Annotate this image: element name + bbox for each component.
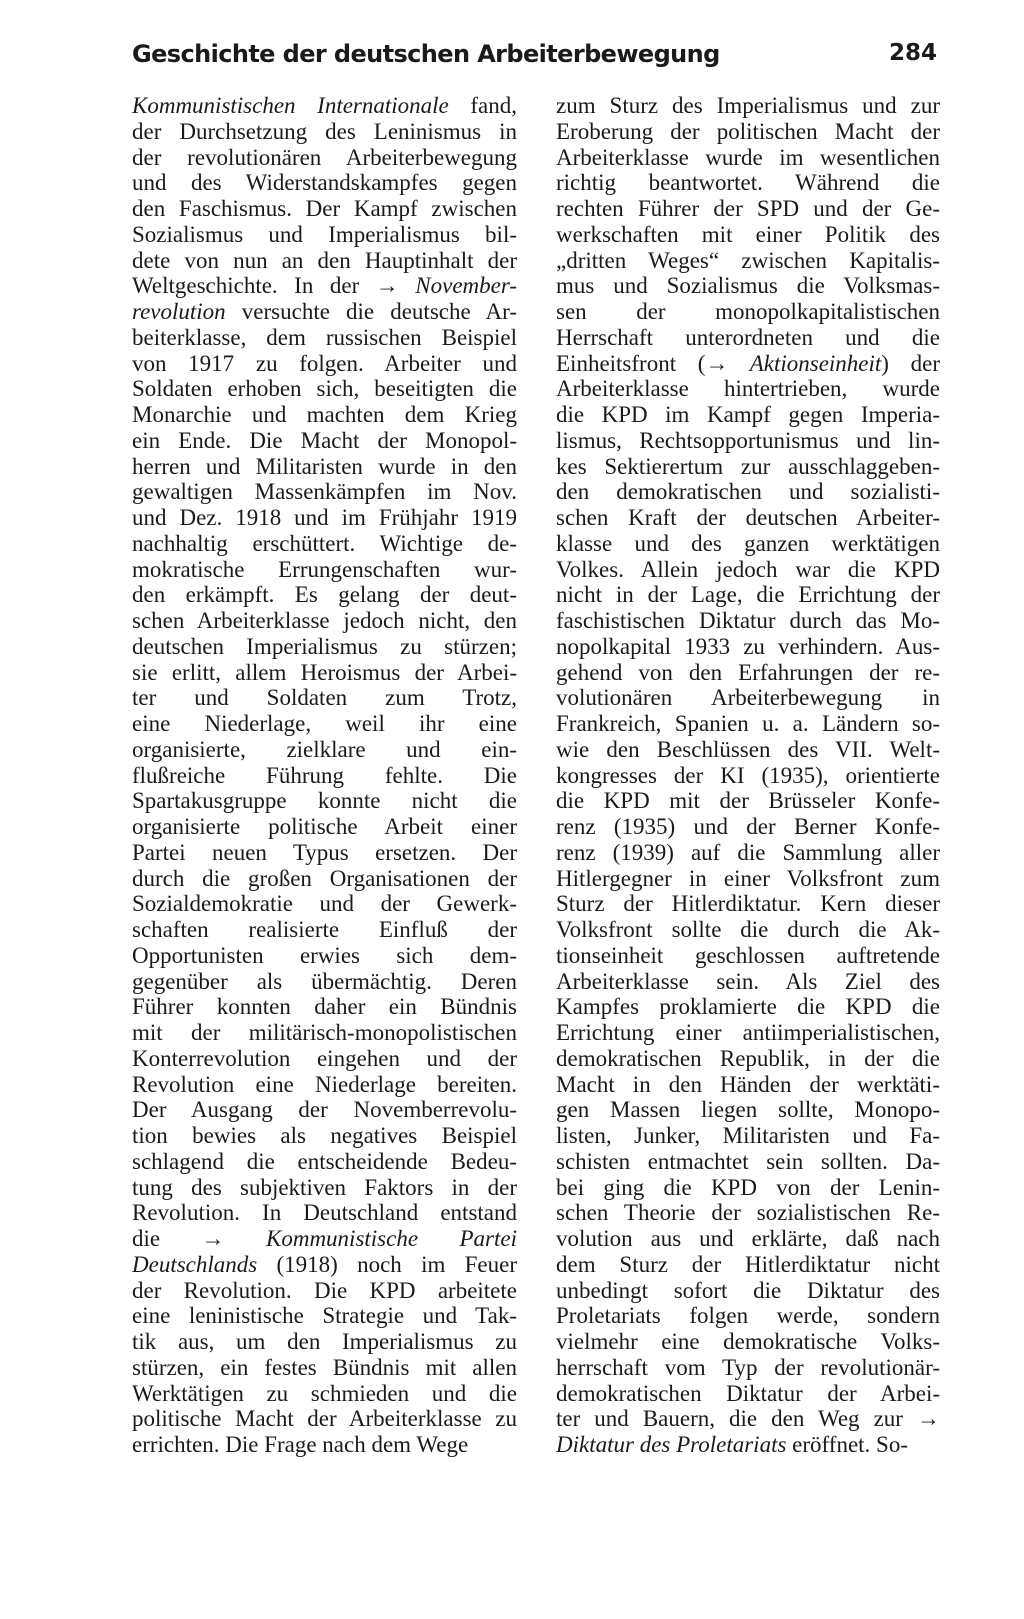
text-line — [556, 454, 940, 480]
text-line — [556, 273, 940, 299]
text-line — [132, 582, 517, 608]
text-run: kongresses der KI (1935), orientierte — [556, 762, 940, 788]
text-line — [556, 660, 940, 686]
text-run: den demokratischen und sozialisti- — [556, 479, 940, 505]
text-line — [132, 196, 517, 222]
text-line — [132, 248, 517, 274]
text-run: Opportunisten erwies sich dem- — [132, 942, 517, 968]
italic-text: revolution — [132, 299, 226, 324]
text-run: mokratische Errungenschaften wur- — [132, 556, 517, 582]
text-line — [132, 428, 517, 454]
text-run: Errichtung einer antiimperialistischen, — [556, 1020, 940, 1045]
italic-text: → — [917, 1406, 940, 1432]
text-line — [556, 299, 940, 325]
text-line — [132, 917, 517, 943]
text-run: zum Sturz des Imperialismus und zur — [556, 93, 940, 118]
text-line — [132, 788, 517, 814]
text-line — [132, 1406, 517, 1432]
text-line — [132, 376, 517, 402]
text-line — [556, 222, 940, 248]
text-run: gen Massen liegen sollte, Monopo- — [556, 1097, 940, 1123]
italic-text: Deutschlands — [132, 1251, 258, 1277]
text-line — [556, 531, 940, 557]
text-line — [556, 376, 940, 402]
text-run: Kampfes proklamierte die KPD die — [556, 994, 940, 1020]
running-title: Geschichte der deutschen Arbeiterbewegung — [132, 40, 720, 68]
text-run: dem Sturz der Hitlerdiktatur nicht — [556, 1251, 940, 1277]
text-line — [132, 454, 517, 480]
text-run: schen Kraft der deutschen Arbeiter- — [556, 505, 940, 530]
text-line — [132, 1226, 517, 1252]
text-line — [556, 325, 940, 351]
text-line — [556, 788, 940, 814]
text-line — [556, 866, 940, 892]
text-line — [132, 1149, 517, 1175]
text-run: Konterrevolution eingehen und der — [132, 1045, 517, 1071]
text-line — [556, 505, 940, 531]
italic-text: Diktatur des Proletariats — [556, 1432, 787, 1457]
text-run: schlagend die entscheidende Bedeu- — [132, 1148, 517, 1174]
text-line — [556, 145, 940, 171]
text-line — [556, 969, 940, 995]
text-run: von 1917 zu folgen. Arbeiter und — [132, 350, 517, 376]
text-run: herrschaft vom Typ der revolutionär- — [556, 1354, 940, 1380]
text-line — [132, 1278, 517, 1304]
text-line — [132, 1020, 517, 1046]
text-line — [132, 1381, 517, 1407]
text-run: Volksfront sollte die durch die Ak- — [556, 917, 940, 942]
text-line — [556, 943, 940, 969]
text-line — [132, 866, 517, 892]
text-run: durch die großen Organisationen der — [132, 865, 517, 891]
text-line — [132, 531, 517, 557]
text-run: schaften realisierte Einfluß der — [132, 917, 517, 942]
text-line — [556, 608, 940, 634]
text-run: schen Arbeiterklasse jedoch nicht, den — [132, 608, 517, 633]
text-line — [556, 685, 940, 711]
text-run: Sturz der Hitlerdiktatur. Kern dieser — [556, 891, 940, 917]
text-line — [556, 814, 940, 840]
text-run: faschistischen Diktatur durch das Mo- — [556, 608, 940, 633]
text-line — [556, 479, 940, 505]
text-line — [556, 917, 940, 943]
text-line — [132, 222, 517, 248]
text-run: nachhaltig erschüttert. Wichtige de- — [132, 530, 517, 556]
text-run: Einheitsfront ( — [556, 350, 706, 376]
italic-text: → November- — [375, 273, 517, 299]
text-line — [556, 196, 940, 222]
text-line — [132, 1303, 517, 1329]
text-line — [132, 891, 517, 917]
text-line — [556, 1278, 940, 1304]
text-run: wie den Beschlüssen des VII. Welt- — [556, 736, 940, 762]
text-line — [132, 711, 517, 737]
text-run: demokratischen Republik, in der die — [556, 1045, 940, 1071]
text-run: volution aus und erklärte, daß nach — [556, 1226, 940, 1251]
text-run: Proletariats folgen werde, sondern — [556, 1303, 940, 1329]
text-line — [132, 634, 517, 660]
text-run: flußreiche Führung fehlte. Die — [132, 762, 517, 788]
text-line — [556, 119, 940, 145]
right-text-column — [556, 93, 940, 1458]
text-run: listen, Junker, Militaristen und Fa- — [556, 1123, 940, 1148]
text-line — [556, 1432, 940, 1458]
text-line — [132, 145, 517, 171]
text-run: tik aus, um den Imperialismus zu — [132, 1329, 517, 1354]
text-line — [132, 1097, 517, 1123]
text-line — [132, 119, 517, 145]
text-run: nicht in der Lage, die Errichtung der — [556, 582, 940, 608]
text-run: die — [132, 1226, 202, 1251]
text-run: den Faschismus. Der Kampf zwischen — [132, 196, 517, 221]
text-line — [132, 1200, 517, 1226]
text-line — [132, 737, 517, 763]
text-line — [132, 685, 517, 711]
text-line — [132, 1329, 517, 1355]
text-line — [556, 582, 940, 608]
text-run: werkschaften mit einer Politik des — [556, 221, 940, 247]
text-line — [556, 1252, 940, 1278]
text-line — [556, 93, 940, 119]
text-run: schen Theorie der sozialistischen Re- — [556, 1200, 940, 1226]
text-run: Sozialdemokratie und der Gewerk- — [132, 891, 517, 917]
text-run: der revolutionären Arbeiterbewegung — [132, 144, 517, 170]
text-line — [132, 763, 517, 789]
text-line — [556, 1123, 940, 1149]
text-line — [132, 325, 517, 351]
text-run: der Durchsetzung des Leninismus in — [132, 118, 517, 144]
text-line — [556, 1046, 940, 1072]
text-run: kes Sektierertum zur ausschlaggeben- — [556, 453, 940, 479]
text-run: Spartakusgruppe konnte nicht die — [132, 788, 517, 814]
text-run: organisierte, zielklare und ein- — [132, 736, 517, 762]
text-run: Herrschaft unterordneten und die — [556, 324, 940, 350]
italic-text: → Kommunistische Partei — [201, 1226, 517, 1251]
text-run: Weltgeschichte. In der — [132, 273, 376, 299]
text-line — [556, 634, 940, 660]
text-run: Macht in den Händen der werktäti- — [556, 1071, 940, 1097]
left-text-column — [132, 93, 517, 1458]
text-run: bei ging die KPD von der Lenin- — [556, 1174, 940, 1200]
text-run: errichten. Die Frage nach dem Wege — [132, 1432, 469, 1457]
text-run: richtig beantwortet. Während die — [556, 170, 940, 196]
text-line — [556, 402, 940, 428]
text-run: Partei neuen Typus ersetzen. Der — [132, 839, 517, 865]
page-number: 284 — [888, 40, 937, 66]
text-run: lismus, Rechtsopportunismus und lin- — [556, 427, 940, 453]
text-line — [556, 1175, 940, 1201]
text-line — [132, 1252, 517, 1278]
text-run: Revolution. In Deutschland entstand — [132, 1200, 517, 1226]
text-run: eröffnet. So- — [786, 1432, 908, 1457]
text-line — [556, 1020, 940, 1046]
text-line — [132, 1432, 517, 1458]
text-run: Monarchie und machten dem Krieg — [132, 402, 517, 427]
text-run: und des Widerstandskampfes gegen — [132, 170, 517, 196]
text-run: ein Ende. Die Macht der Monopol- — [132, 427, 517, 453]
text-run: versuchte die deutsche Ar- — [225, 299, 517, 324]
text-line — [556, 891, 940, 917]
text-line — [132, 660, 517, 686]
text-run: tion bewies als negatives Beispiel — [132, 1123, 517, 1148]
text-run: gewaltigen Massenkämpfen im Nov. — [132, 479, 517, 505]
text-line — [556, 1303, 940, 1329]
text-run: Frankreich, Spanien u. a. Ländern so- — [556, 711, 940, 736]
text-run: beiterklasse, dem russischen Beispiel — [132, 324, 517, 350]
text-line — [132, 1355, 517, 1381]
text-run: sie erlitt, allem Heroismus der Arbei- — [132, 659, 517, 685]
text-line — [556, 1072, 940, 1098]
text-run: Führer konnten daher ein Bündnis — [132, 994, 517, 1020]
text-line — [132, 1123, 517, 1149]
text-run: tung des subjektiven Faktors in der — [132, 1174, 517, 1200]
text-line — [132, 505, 517, 531]
text-line — [132, 1175, 517, 1201]
text-line — [132, 402, 517, 428]
text-line — [556, 1381, 940, 1407]
text-run: Soldaten erhoben sich, beseitigten die — [132, 376, 517, 402]
text-run: tionseinheit geschlossen auftretende — [556, 942, 940, 968]
text-line — [132, 299, 517, 325]
text-line — [132, 479, 517, 505]
text-run: Eroberung der politischen Macht der — [556, 118, 940, 144]
text-line — [132, 608, 517, 634]
text-line — [556, 711, 940, 737]
text-run: unbedingt sofort die Diktatur des — [556, 1277, 940, 1303]
text-run: gehend von den Erfahrungen der re- — [556, 659, 940, 685]
text-run: herren und Militaristen wurde in den — [132, 453, 517, 479]
text-run: renz (1935) und der Berner Konfe- — [556, 814, 940, 839]
text-line — [132, 943, 517, 969]
text-line — [556, 994, 940, 1020]
text-line — [556, 1097, 940, 1123]
text-run: den erkämpft. Es gelang der deut- — [132, 582, 517, 608]
text-run: Revolution eine Niederlage bereiten. — [132, 1071, 517, 1097]
text-line — [132, 557, 517, 583]
text-run: die KPD mit der Brüsseler Konfe- — [556, 788, 940, 814]
text-run: sen der monopolkapitalistischen — [556, 299, 940, 324]
text-run: Arbeiterklasse hintertrieben, wurde — [556, 376, 940, 402]
text-run: (1918) noch im Feuer — [257, 1251, 517, 1277]
text-line — [132, 273, 517, 299]
italic-text: Kommunistischen Internationale — [132, 93, 449, 118]
text-run: renz (1939) auf die Sammlung aller — [556, 839, 940, 865]
text-line — [132, 1046, 517, 1072]
text-run: gegenüber als übermächtig. Deren — [132, 968, 517, 994]
text-line — [132, 351, 517, 377]
text-run: Volkes. Allein jedoch war die KPD — [556, 556, 940, 582]
text-line — [556, 840, 940, 866]
text-run: dete von nun an den Hauptinhalt der — [132, 247, 517, 273]
text-run: fand, — [448, 93, 517, 118]
text-run: rechten Führer der SPD und der Ge- — [556, 196, 940, 221]
text-line — [556, 1355, 940, 1381]
text-line — [556, 763, 940, 789]
text-run: Der Ausgang der Novemberrevolu- — [132, 1097, 517, 1123]
text-run: und Dez. 1918 und im Frühjahr 1919 — [132, 505, 517, 530]
text-run: „dritten Weges“ zwischen Kapitalis- — [556, 247, 940, 273]
text-run: ) der — [881, 350, 940, 376]
text-line — [556, 1149, 940, 1175]
text-line — [556, 170, 940, 196]
text-line — [132, 93, 517, 119]
text-run: eine leninistische Strategie und Tak- — [132, 1303, 517, 1329]
text-run: Arbeiterklasse wurde im wesentlichen — [556, 144, 940, 170]
text-line — [132, 814, 517, 840]
text-run: demokratischen Diktatur der Arbei- — [556, 1380, 940, 1406]
text-line — [132, 1072, 517, 1098]
text-line — [556, 248, 940, 274]
text-run: der Revolution. Die KPD arbeitete — [132, 1277, 517, 1303]
text-run: mus und Sozialismus die Volksmas- — [556, 273, 940, 299]
text-run: deutschen Imperialismus zu stürzen; — [132, 633, 517, 659]
text-run: stürzen, ein festes Bündnis mit allen — [132, 1354, 517, 1380]
text-run: eine Niederlage, weil ihr eine — [132, 711, 517, 736]
text-line — [556, 1226, 940, 1252]
text-line — [556, 1200, 940, 1226]
text-line — [556, 428, 940, 454]
text-line — [132, 170, 517, 196]
text-line — [556, 351, 940, 377]
text-run: Werktätigen zu schmieden und die — [132, 1380, 517, 1406]
text-run: Sozialismus und Imperialismus bil- — [132, 221, 517, 247]
text-run: vielmehr eine demokratische Volks- — [556, 1329, 940, 1354]
text-run: nopolkapital 1933 zu verhindern. Aus- — [556, 633, 940, 659]
text-line — [132, 994, 517, 1020]
text-line — [556, 557, 940, 583]
text-line — [132, 969, 517, 995]
text-line — [556, 737, 940, 763]
text-run: volutionären Arbeiterbewegung in — [556, 685, 940, 711]
text-line — [132, 840, 517, 866]
text-run: die KPD im Kampf gegen Imperia- — [556, 402, 940, 427]
italic-text: → Aktionseinheit — [705, 350, 882, 376]
text-line — [556, 1329, 940, 1355]
text-run: Hitlergegner in einer Volksfront zum — [556, 865, 940, 891]
text-line — [556, 1406, 940, 1432]
text-run: mit der militärisch-monopolistischen — [132, 1020, 517, 1045]
text-run: organisierte politische Arbeit einer — [132, 814, 517, 839]
page-header — [132, 40, 937, 80]
text-run: politische Macht der Arbeiterklasse zu — [132, 1406, 517, 1432]
text-run: ter und Soldaten zum Trotz, — [132, 685, 517, 711]
text-run: Arbeiterklasse sein. Als Ziel des — [556, 968, 940, 994]
text-run: klasse und des ganzen werktätigen — [556, 530, 940, 556]
text-run: schisten entmachtet sein sollten. Da- — [556, 1148, 940, 1174]
text-run: ter und Bauern, die den Weg zur — [556, 1406, 917, 1432]
